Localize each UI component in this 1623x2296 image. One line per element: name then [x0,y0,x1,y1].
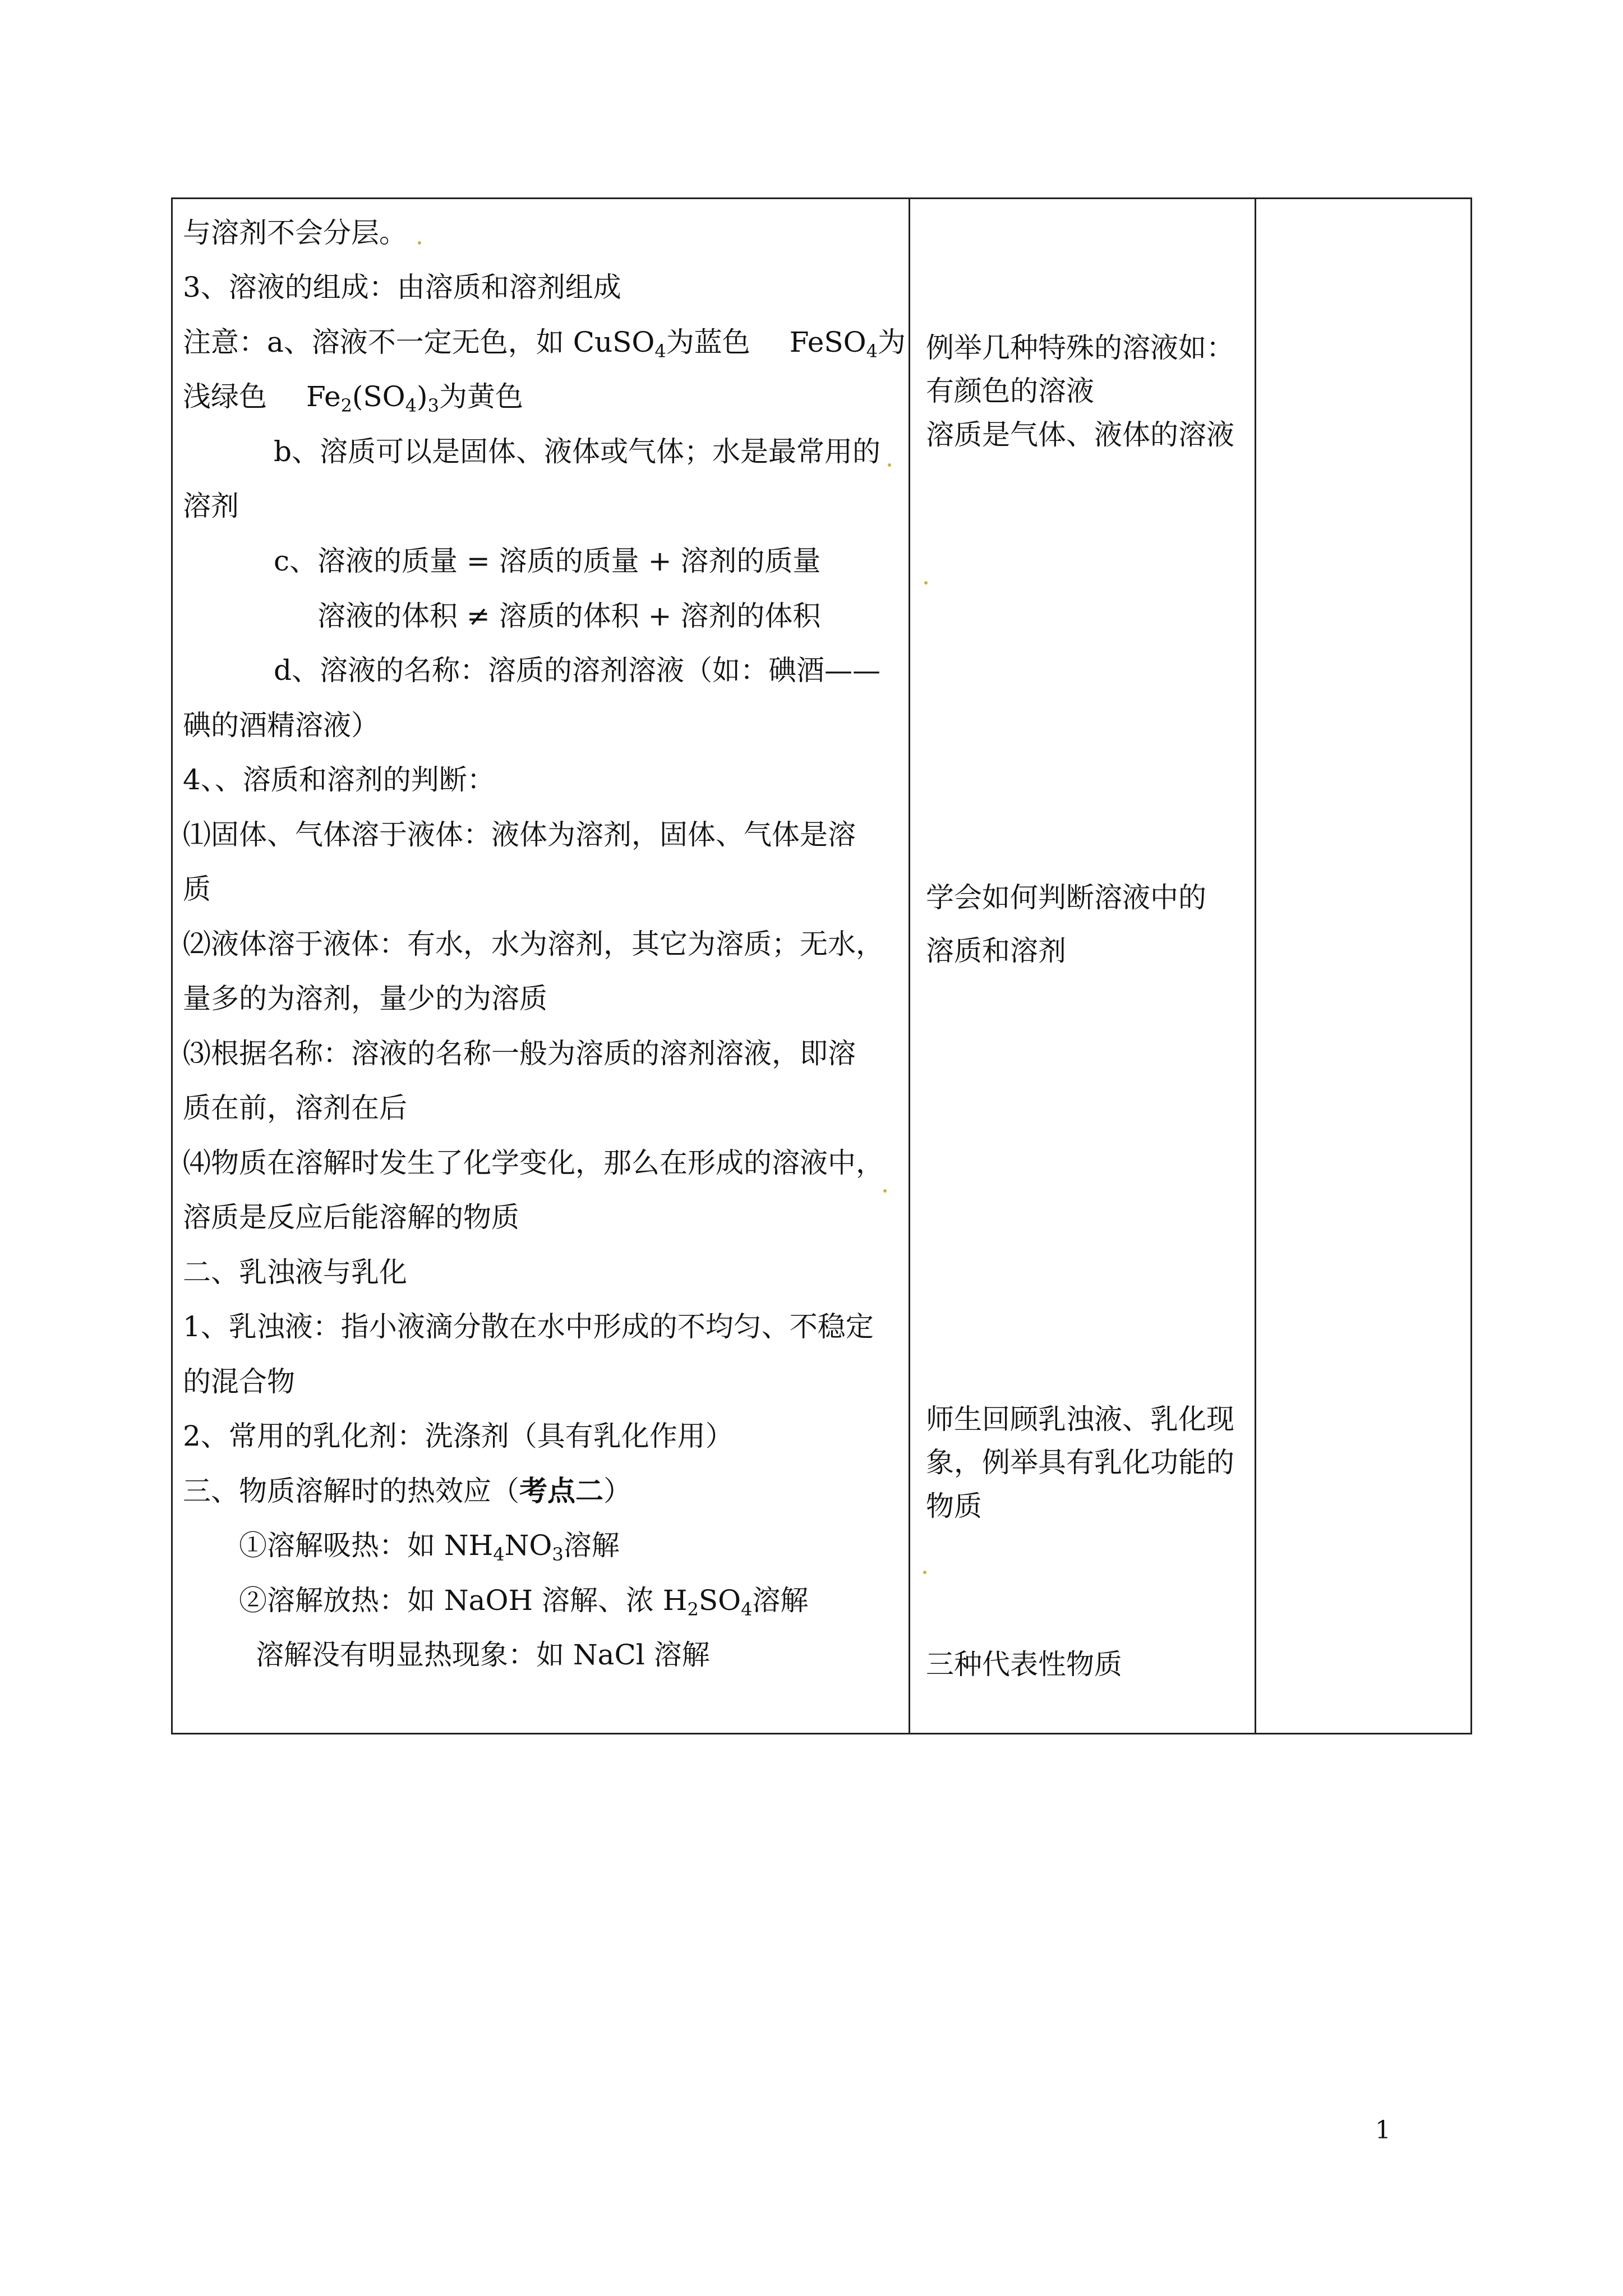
text-line: 碘的酒精溶液） [183,709,379,742]
text-line: ⑴固体、气体溶于液体：液体为溶剂，固体、气体是溶 [183,818,856,851]
text-line: 二、乳浊液与乳化 [183,1256,407,1289]
note-line: 象，例举具有乳化功能的 [926,1446,1234,1479]
ink-speck [418,241,421,245]
note-line: 有颜色的溶液 [926,375,1094,407]
text-line: b、溶质可以是固体、液体或气体；水是最常用的 [274,435,881,468]
text-line: 溶解没有明显热现象：如 NaCl 溶解 [256,1639,710,1671]
lesson-table [171,197,1472,1734]
text-line: ⑷物质在溶解时发生了化学变化，那么在形成的溶液中， [183,1147,884,1179]
note-line: 三种代表性物质 [926,1648,1122,1681]
note-line: 例举几种特殊的溶液如： [926,332,1234,364]
text-line: 质在前，溶剂在后 [183,1092,407,1124]
text-line: 质 [183,873,211,905]
text-line: 溶剂 [183,490,239,522]
text-line: 溶液的体积 ≠ 溶质的体积 + 溶剂的体积 [317,600,821,632]
ink-speck [883,1189,887,1193]
text-line: 量多的为溶剂，量少的为溶质 [183,982,547,1015]
notes-column [910,199,1256,1733]
text-line: 3、溶液的组成：由溶质和溶剂组成 [183,271,621,303]
text-line: 2、常用的乳化剂：洗涤剂（具有乳化作用） [183,1420,734,1452]
note-line: 物质 [926,1490,982,1522]
text-line: ⑵液体溶于液体：有水，水为溶剂，其它为溶质；无水， [183,928,884,960]
content-column [173,199,909,1733]
text-line: 浅绿色 $Fe_2(SO_4)_3$为黄色 [183,380,523,416]
text-line: c、溶液的质量 = 溶质的质量 + 溶剂的质量 [274,545,821,577]
text-line: ⑶根据名称：溶液的名称一般为溶质的溶剂溶液，即溶 [183,1037,856,1070]
ink-speck [924,581,928,585]
ink-speck [923,1571,926,1574]
ink-speck [888,463,891,467]
text-line: ②溶解放热：如 NaOH 溶解、浓 $H_2SO_4$溶解 [239,1584,809,1620]
note-line: 学会如何判断溶液中的 [926,881,1206,914]
text-line: 1、乳浊液：指小液滴分散在水中形成的不均匀、不稳定 [183,1310,874,1343]
note-line: 师生回顾乳浊液、乳化现 [926,1403,1234,1435]
text-line: 注意：a、溶液不一定无色，如 CuSO$_4$为蓝色 FeSO$_4$为 [183,326,906,362]
text-line: 溶质是反应后能溶解的物质 [183,1201,519,1234]
note-line: 溶质和溶剂 [926,935,1066,967]
text-line: d、溶液的名称：溶质的溶剂溶液（如：碘酒—— [274,654,881,687]
text-line: 三、物质溶解时的热效应（考点二） [183,1474,631,1507]
page-number: 1 [1375,2116,1391,2145]
text-line: 4、、溶质和溶剂的判断： [183,763,495,796]
note-line: 溶质是气体、液体的溶液 [926,418,1234,451]
text-line: 与溶剂不会分层。 [183,217,407,249]
text-line: 的混合物 [183,1365,295,1398]
text-line: ①溶解吸热：如 $NH_4NO_3$溶解 [239,1529,620,1565]
